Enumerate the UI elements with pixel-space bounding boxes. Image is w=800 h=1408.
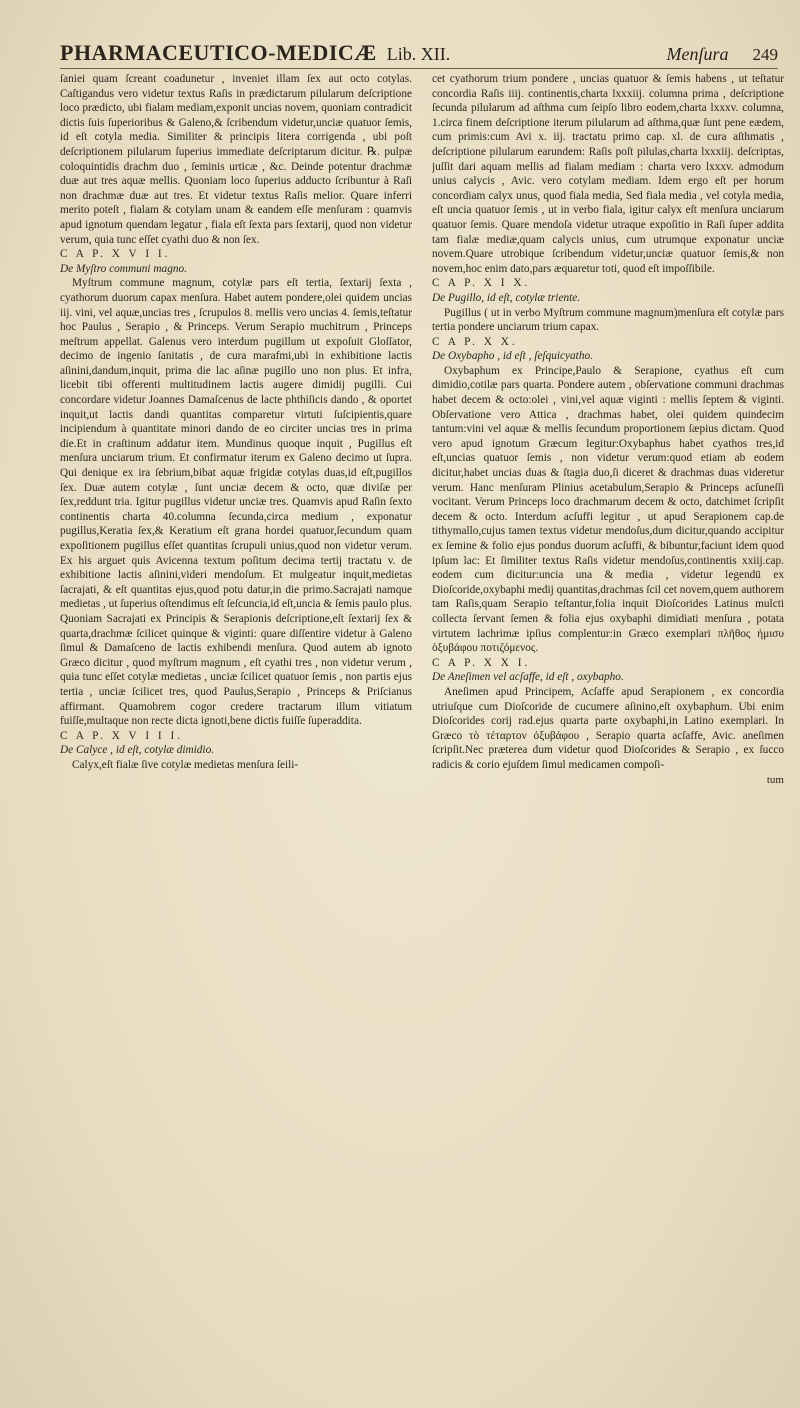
running-title: PHARMACEUTICO-MEDICÆ [60, 40, 377, 65]
running-header [60, 40, 778, 68]
catchword: tum [766, 773, 784, 786]
chapter-heading: C A P. X X. [432, 335, 518, 348]
text-columns [60, 72, 784, 1382]
chapter-title: De Calyce , id eſt, cotylæ dimidio. [60, 744, 215, 757]
section-title: Menſura [666, 44, 729, 64]
paragraph: cet cyathorum trium pondere , uncias quatuor & ſemis habens , ut teſtatur concordia Raſis iiij. continentis,charta lxxxiij. columna prima , deſcriptione ſecunda pilularum ad aſthma cum ſeipſo libro eodem,charta lxxxv. columna, 1.circa finem deſcriptione iterum pilularum ad aſthma,quæ ſunt pene eædem, cum primis:cum Avi x. iij. tractatu primo cap. xl. de cura aſthmatis , deſcriptione pilularum earundem: Raſis poſt pilulas,charta lxxxiij. deſcriptas, juſſit dari aquam mellis ad fialam mediam : charta vero lxxxv. admodum unius calycis , Avic. vero cotylam mediam. Idem ergo eſt per horum concordiam calyx unus, quod fiala media, Sed fiala media , vel cotyla media, eſt uncia quatuor ſemis , ut in verbo fiala, igitur calyx eſt menſura unciarum quatuor ſemis. Quare mendoſa videtur utraque expoſitio in Raſi ſuper addita tam fialæ mediæ,quam calycis unius, cum utrumque exponatur unciæ novem.Quare utrobique ſcribendum videtur,unciæ quatuor ſemis,& non novem,hoc enim dato,pars æquaretur toti, quod eſt impoſſibile. [432, 73, 784, 275]
chapter-heading: C A P. X X I. [432, 656, 531, 669]
left-column [60, 72, 412, 1382]
paragraph: Calyx,eſt fialæ ſive cotylæ medietas menſura ſeili- [72, 758, 299, 771]
chapter-title: De Myſtro communi magno. [60, 262, 187, 275]
book-number: Lib. XII. [386, 44, 451, 64]
paragraph: ſaniei quam ſcreant coadunetur , inveniet illam ſex aut octo cotylas. Caſtigandus vero videtur textus Raſis in prædictarum pilularum deſcriptione loco prædicto, ubi fialam mediam,exponit uncias novem, quoniam contradicit dictis ſuis ſuperioribus & Galeno,& ſcribendum videtur,unciæ quatuor ſemis, id eſt cotyla media. Similiter & principis litera corrigenda , ubi poſt deſcriptionem pilularum ſuperius immediate deſcriptarum dicitur. ℞. pulpæ coloquintidis drachm duo , ſeminis urticæ , &c. Deinde potentur drachmæ duæ aut tres aquæ mellis. Quoniam loco ſuperius adducto ſcribuntur à Raſi non drachmæ duæ aut tres. Et videtur textus Raſis melior. Quare inferri merito poteſt , fialam & cotylam unam & eandem eſſe menſuram : quamvis apud ignotum quendam legatur , fiala eſt ſexta pars ſextarij, quod non videtur verum, quia tunc eſſet cyathi duo & non ſex. [60, 73, 412, 246]
paragraph: Myſtrum commune magnum, cotylæ pars eſt tertia, ſextarij ſexta , cyathorum duorum capax menſura. Habet autem pondere,olei quidem uncias iij. vini, vel aquæ,uncias tres , ſcrupulos 8. mellis vero uncias 4. ſemis,teſtatur hoc Paulus , Serapio , & Princeps. Verum Serapio muchitrum , Princeps meſtrum appellat. Galenus vero interdum pugillum ut expoſuit Gloſſator, decimo de ingenio ſanitatis , de cura marafmi,ubi in exhibitione lactis aſinini,dandum,inquit, prima die lac aſinæ pugillo uno non plus. Et infra, licebit tibi offerenti multitudinem lactis augere dimidij pugilli. Cui concordare videtur Joannes Damaſcenus de lacte phthiſicis dando , & oportet inquit,ut lactis dandi quantitas comparetur virtuti ſuſcipientis,quare incipiendum à quantitate minori dando de eo circiter uncias tres in prima die.Et in craſtinum addatur item. Mundinus quoque inquit , Pugillus eſt menſura unciarum trium. Et confirmatur iterum ex Galeno decimo ut ſupra. Qui denique ex ira ſebrium,bibat aquæ frigidæ cotylas duas,id eſt,pugillos ſex. Duæ autem cotylæ , ſunt unciæ decem & octo, quæ diviſæ per ſex,reddunt tria. Igitur pugillus videtur unciæ tres. Quamvis apud Raſin ſexto continentis charta 40.columna ſecunda,circa medium , exponatur pugillus,Keratia ſex,& Keratium eſt grana hordei quatuor,ſecundum quam expoſitionem pugillus eſſet quantitas ſcrupuli unius,quod non videtur verum. Ex his arguet quis Avicenna textum poſitum decima tertij tractatu v. de exhibitione lactis aſinini,videri mendoſum. Et mulgeatur inquit,medietas ſacrajati, & eſt quantitas ejus,quod potu datur,in die primo.Sacrajati namque medietas , ut ſuperius oſtendimus eſt ſeſcuncia,id eſt,uncia & ſemis paulo plus. Quoniam Sacrajati ex Principis & Serapionis deſcriptione,eſt ſextarij ſex & quarta,drachmæ ſcilicet quinque & viginti: quare diſſentire videtur à Galeno ſimul & Damaſceno de lactis exhibendi menſura. Quod autem ab ignoto Græco dicitur , quod myſtrum magnum , eſt cyathi tres , non videtur verum , quia tunc eſſet cotylæ medietas , unciæ ſcilicet quatuor ſemis , non partis ejus tertia , unciæ ſcilicet tres, quod Paulus,Serapio , Princeps & Priſcianus affirmant. Quamobrem cogor credere tractarum illum vitiatum fuiſſe,multaque non recte dicta ignoti,bene dictis fuiſſe ſuperaddita. [60, 277, 412, 728]
page-number: 249 [752, 45, 778, 64]
chapter-heading: C A P. X V I I I. [60, 729, 184, 742]
chapter-title: De Pugillo, id eſt, cotylæ triente. [432, 291, 581, 304]
chapter-title: De Aneſimen vel acſaffe, id eſt , oxybapho. [432, 671, 624, 684]
paragraph: Oxybaphum ex Principe,Paulo & Serapione, cyathus eſt cum dimidio,cotilæ pars quarta. Pondere autem , obſervatione communi drachmas habet decem & octo:olei , vini,vel aquæ viginti : mellis ſeptem & viginti. Obſervatione vero Attica , drachmas habet, olei quidem quindecim tantum:vini vel aquæ & mellis ſecundum proportionem ſæpius dictam. Quod vero apud ignotum Græcum legitur:Oxybaphus habet cyathos tres,id eſt,uncias quatuor ſemis , non videtur verum:quod etiam ab eodem dicitur,habet uncias duas & ſtagia duo,ſi diceret & drachmas duas videretur verum. Hanc menſuram Plinius acetabulum,Serapio & Princeps acſuneſſi vocitant. Verum Princeps loco drachmarum decem & octo, datchimet ſcripſit decem & octo. Interdum acſuffi legitur , ut apud Serapionem cap.de tithymallo,cujus tamen textus videtur mendoſus,dum dicitur,quando accipitur ex ſemine & folio ejus pondus duorum acſuffi, & bibuntur,faciunt idem quod ipſum lac: Et ſimiliter textus Raſis videtur mendoſus,continentis xxiij.cap. eodem cum dicitur:uncia una & media , videtur legendū ex Dioſcoride,oxybaphi medij quantitas,drachmas ſcil cet novem,quem authorem tam Raſis,quam Serapio teſtantur,folia inquit Dioſcorides Latinus mulcti collecta ſervant ſemen & folia ejus oxybaphi dimidiati menſura , potata virtutem lachrimæ ipſius complentur:in Græco exemplari πλῆθος ἡμισυ ὀξυβάφου ποτιζόμενος. [432, 364, 784, 655]
header-rule [60, 68, 778, 69]
chapter-heading: C A P. X V I I. [60, 248, 171, 261]
chapter-heading: C A P. X I X. [432, 277, 531, 290]
chapter-title: De Oxybapho , id eſt , ſeſquicyatho. [432, 350, 593, 363]
right-column [432, 72, 784, 1382]
paragraph: Aneſimen apud Principem, Acſaffe apud Serapionem , ex concordia utriuſque cum Dioſcoride de cucumere aſinino,eſt oxybaphum. Ubi enim Dioſcorides corij rad.ejus quarta parte oxybaphi,in Latino exemplari. In Græco τὸ τέταρτον ὀξυβάφου , Serapio quarta acſaffe, Avic. aneſimen ſcripſit.Nec præterea dum videtur quod Dioſcorides & Serapio , ex ſucco radicis & corio ejuſdem ſimul medicamen compoſi- [432, 685, 784, 771]
paragraph: Pugillus ( ut in verbo Myſtrum commune magnum)menſura eſt cotylæ pars tertia pondere unciarum trium capax. [432, 306, 784, 334]
